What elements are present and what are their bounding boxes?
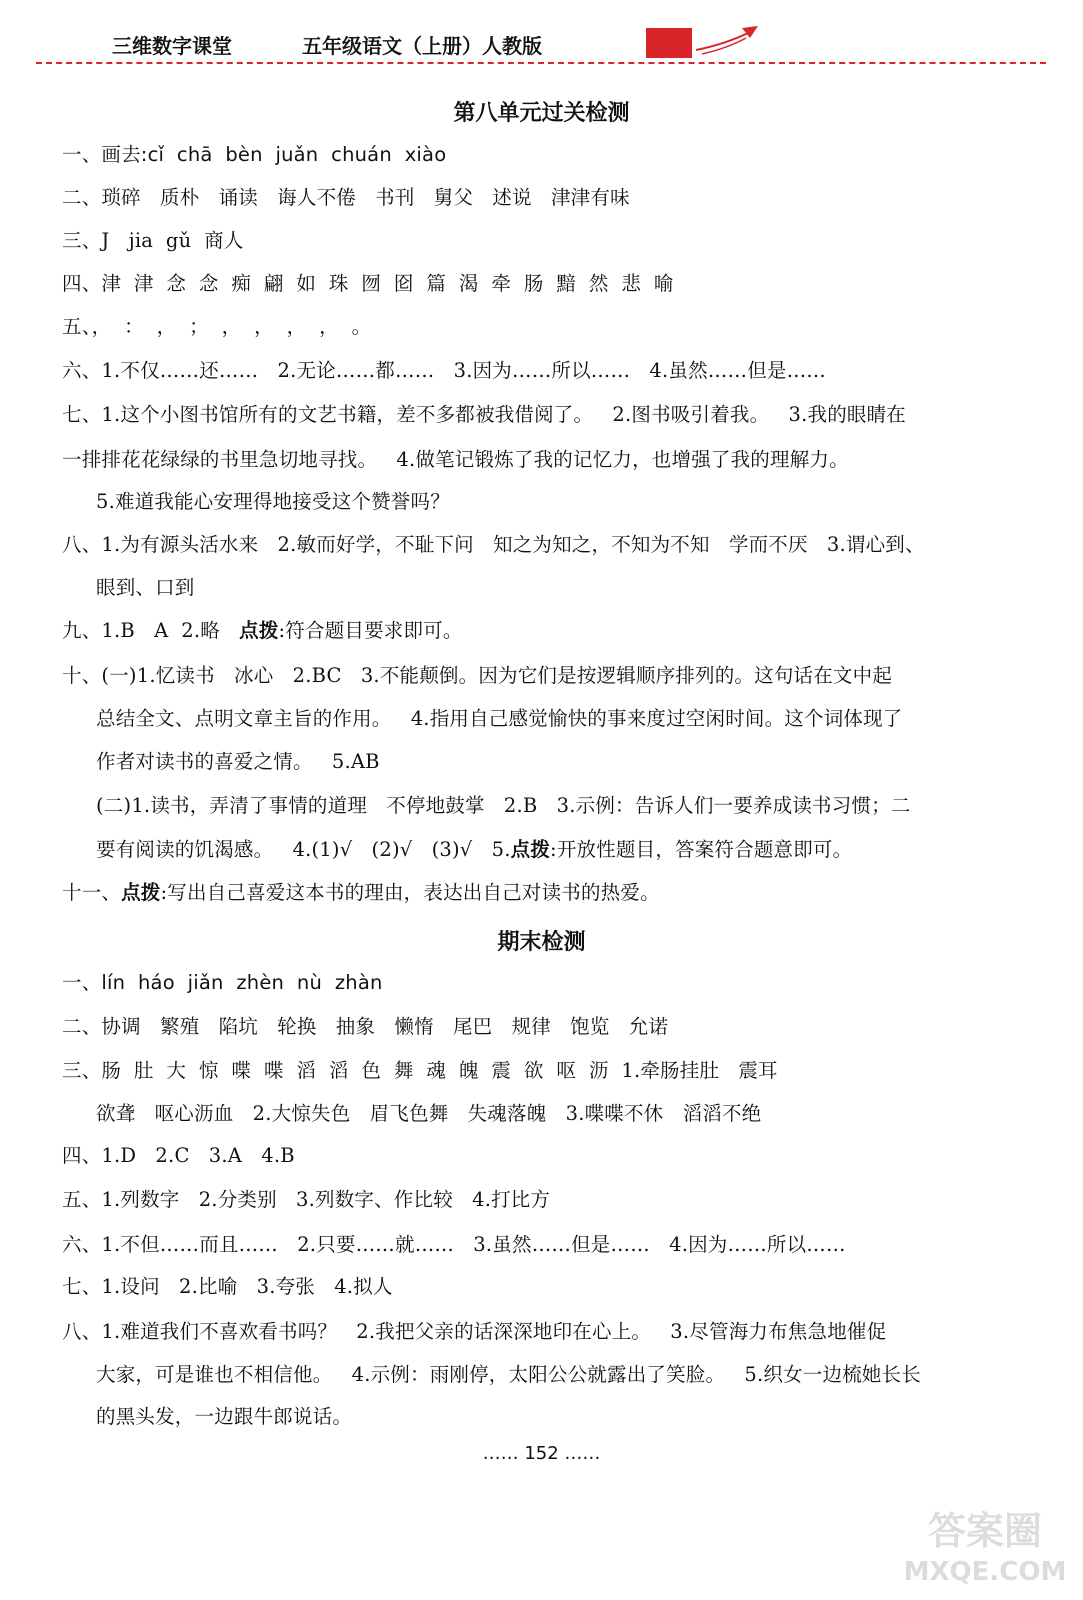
answer-text: 九、1.B A 2.略 bbox=[62, 619, 240, 642]
hint-keyword: 点拨 bbox=[510, 838, 551, 861]
answer-text: :开放性题目，答案符合题意即可。 bbox=[550, 838, 853, 861]
answer-line: 总结全文、点明文章主旨的作用。 4.指用自己感觉愉快的事来度过空闲时间。这个词体现了 bbox=[96, 707, 903, 730]
answer-line: 八、1.为有源头活水来 2.敏而好学，不耻下问 知之为知之，不知为不知 学而不厌 3.谓心到、 bbox=[62, 533, 925, 556]
hint-keyword: 点拨 bbox=[121, 881, 161, 904]
section-title-unit8: 第八单元过关检测 bbox=[453, 101, 630, 126]
answer-line: 一、lín háo jiǎn zhèn nù zhàn bbox=[62, 971, 383, 994]
answer-line: 5.难道我能心安理得地接受这个赞誉吗？ bbox=[96, 490, 450, 513]
answer-line: 四、1.D 2.C 3.A 4.B bbox=[62, 1144, 295, 1167]
answer-line: (二)1.读书，弄清了事情的道理 不停地鼓掌 2.B 3.示例：告诉人们一要养成读书习惯；二 bbox=[96, 794, 911, 817]
answer-text: 要有阅读的饥渴感。 4.(1)√ (2)√ (3)√ 5. bbox=[96, 838, 511, 861]
answer-line: 六、1.不但……而且…… 2.只要……就…… 3.虽然……但是…… 4.因为……所以…… bbox=[62, 1233, 846, 1256]
answer-line: 二、琐碎 质朴 诵读 诲人不倦 书刊 舅父 述说 津津有味 bbox=[62, 186, 630, 209]
rocket-logo-icon bbox=[646, 24, 766, 64]
section-title-final: 期末检测 bbox=[497, 930, 586, 955]
answer-line bbox=[62, 880, 660, 906]
answer-line: 十、(一)1.忆读书 冰心 2.BC 3.不能颠倒。因为它们是按逻辑顺序排列的。这句话在文中起 bbox=[62, 664, 893, 687]
answer-line: 八、1.难道我们不喜欢看书吗？ 2.我把父亲的话深深地印在心上。 3.尽管海力布焦急地催促 bbox=[62, 1320, 887, 1343]
watermark-logo-icon bbox=[900, 1500, 1070, 1590]
answer-text: :符合题目要求即可。 bbox=[278, 619, 463, 642]
answer-line: 的黑头发，一边跟牛郎说话。 bbox=[96, 1405, 353, 1428]
answer-line: 二、协调 繁殖 陷坑 轮换 抽象 懒惰 尾巴 规律 饱览 允诺 bbox=[62, 1015, 669, 1038]
answer-line: 欲聋 呕心沥血 2.大惊失色 眉飞色舞 失魂落魄 3.喋喋不休 滔滔不绝 bbox=[96, 1102, 762, 1125]
answer-line: 五、1.列数字 2.分类别 3.列数字、作比较 4.打比方 bbox=[62, 1188, 551, 1211]
answer-line: 四、津 津 念 念 痴 翩 如 珠 囫 囵 篇 渴 牵 肠 黯 然 悲 喻 bbox=[62, 272, 674, 295]
answer-line: 作者对读书的喜爱之情。 5.AB bbox=[96, 750, 380, 773]
book-title: 五年级语文（上册）人教版 bbox=[302, 34, 542, 58]
answer-line bbox=[96, 837, 852, 863]
answer-line: 一排排花花绿绿的书里急切地寻找。 4.做笔记锻炼了我的记忆力，也增强了我的理解力。 bbox=[62, 448, 849, 471]
watermark-url: MXQE.COM bbox=[903, 1557, 1067, 1587]
answer-line: 六、1.不仅……还…… 2.无论……都…… 3.因为……所以…… 4.虽然……但是…… bbox=[62, 359, 827, 382]
answer-line: 七、1.这个小图书馆所有的文艺书籍，差不多都被我借阅了。 2.图书吸引着我。 3.我的眼睛在 bbox=[62, 403, 907, 426]
answer-line bbox=[62, 618, 463, 644]
answer-line: 大家，可是谁也不相信他。 4.示例：雨刚停，太阳公公就露出了笑脸。 5.织女一边梳她长长 bbox=[96, 1363, 922, 1386]
page-number: …… 152 …… bbox=[482, 1443, 601, 1464]
header-divider bbox=[36, 62, 1046, 64]
watermark-text: 答案圈 bbox=[927, 1509, 1043, 1553]
answer-line: 三、肠 肚 大 惊 喋 喋 滔 滔 色 舞 魂 魄 震 欲 呕 沥 1.牵肠挂肚 震耳 bbox=[62, 1059, 778, 1082]
answer-line: 三、J jia gǔ 商人 bbox=[62, 229, 244, 252]
hint-keyword: 点拨 bbox=[239, 619, 279, 642]
answer-line: 五、， ： ， ； ， ， ， ， 。 bbox=[62, 315, 372, 338]
page-header bbox=[0, 0, 1083, 80]
series-name: 三维数字课堂 bbox=[112, 34, 232, 58]
answer-text: 十一、 bbox=[62, 881, 122, 904]
answer-line: 一、画去:cǐ chā bèn juǎn chuán xiào bbox=[62, 143, 447, 166]
answer-line: 七、1.设问 2.比喻 3.夸张 4.拟人 bbox=[62, 1275, 393, 1298]
answer-line: 眼到、口到 bbox=[96, 576, 195, 599]
answer-text: :写出自己喜爱这本书的理由，表达出自己对读书的热爱。 bbox=[160, 881, 660, 904]
